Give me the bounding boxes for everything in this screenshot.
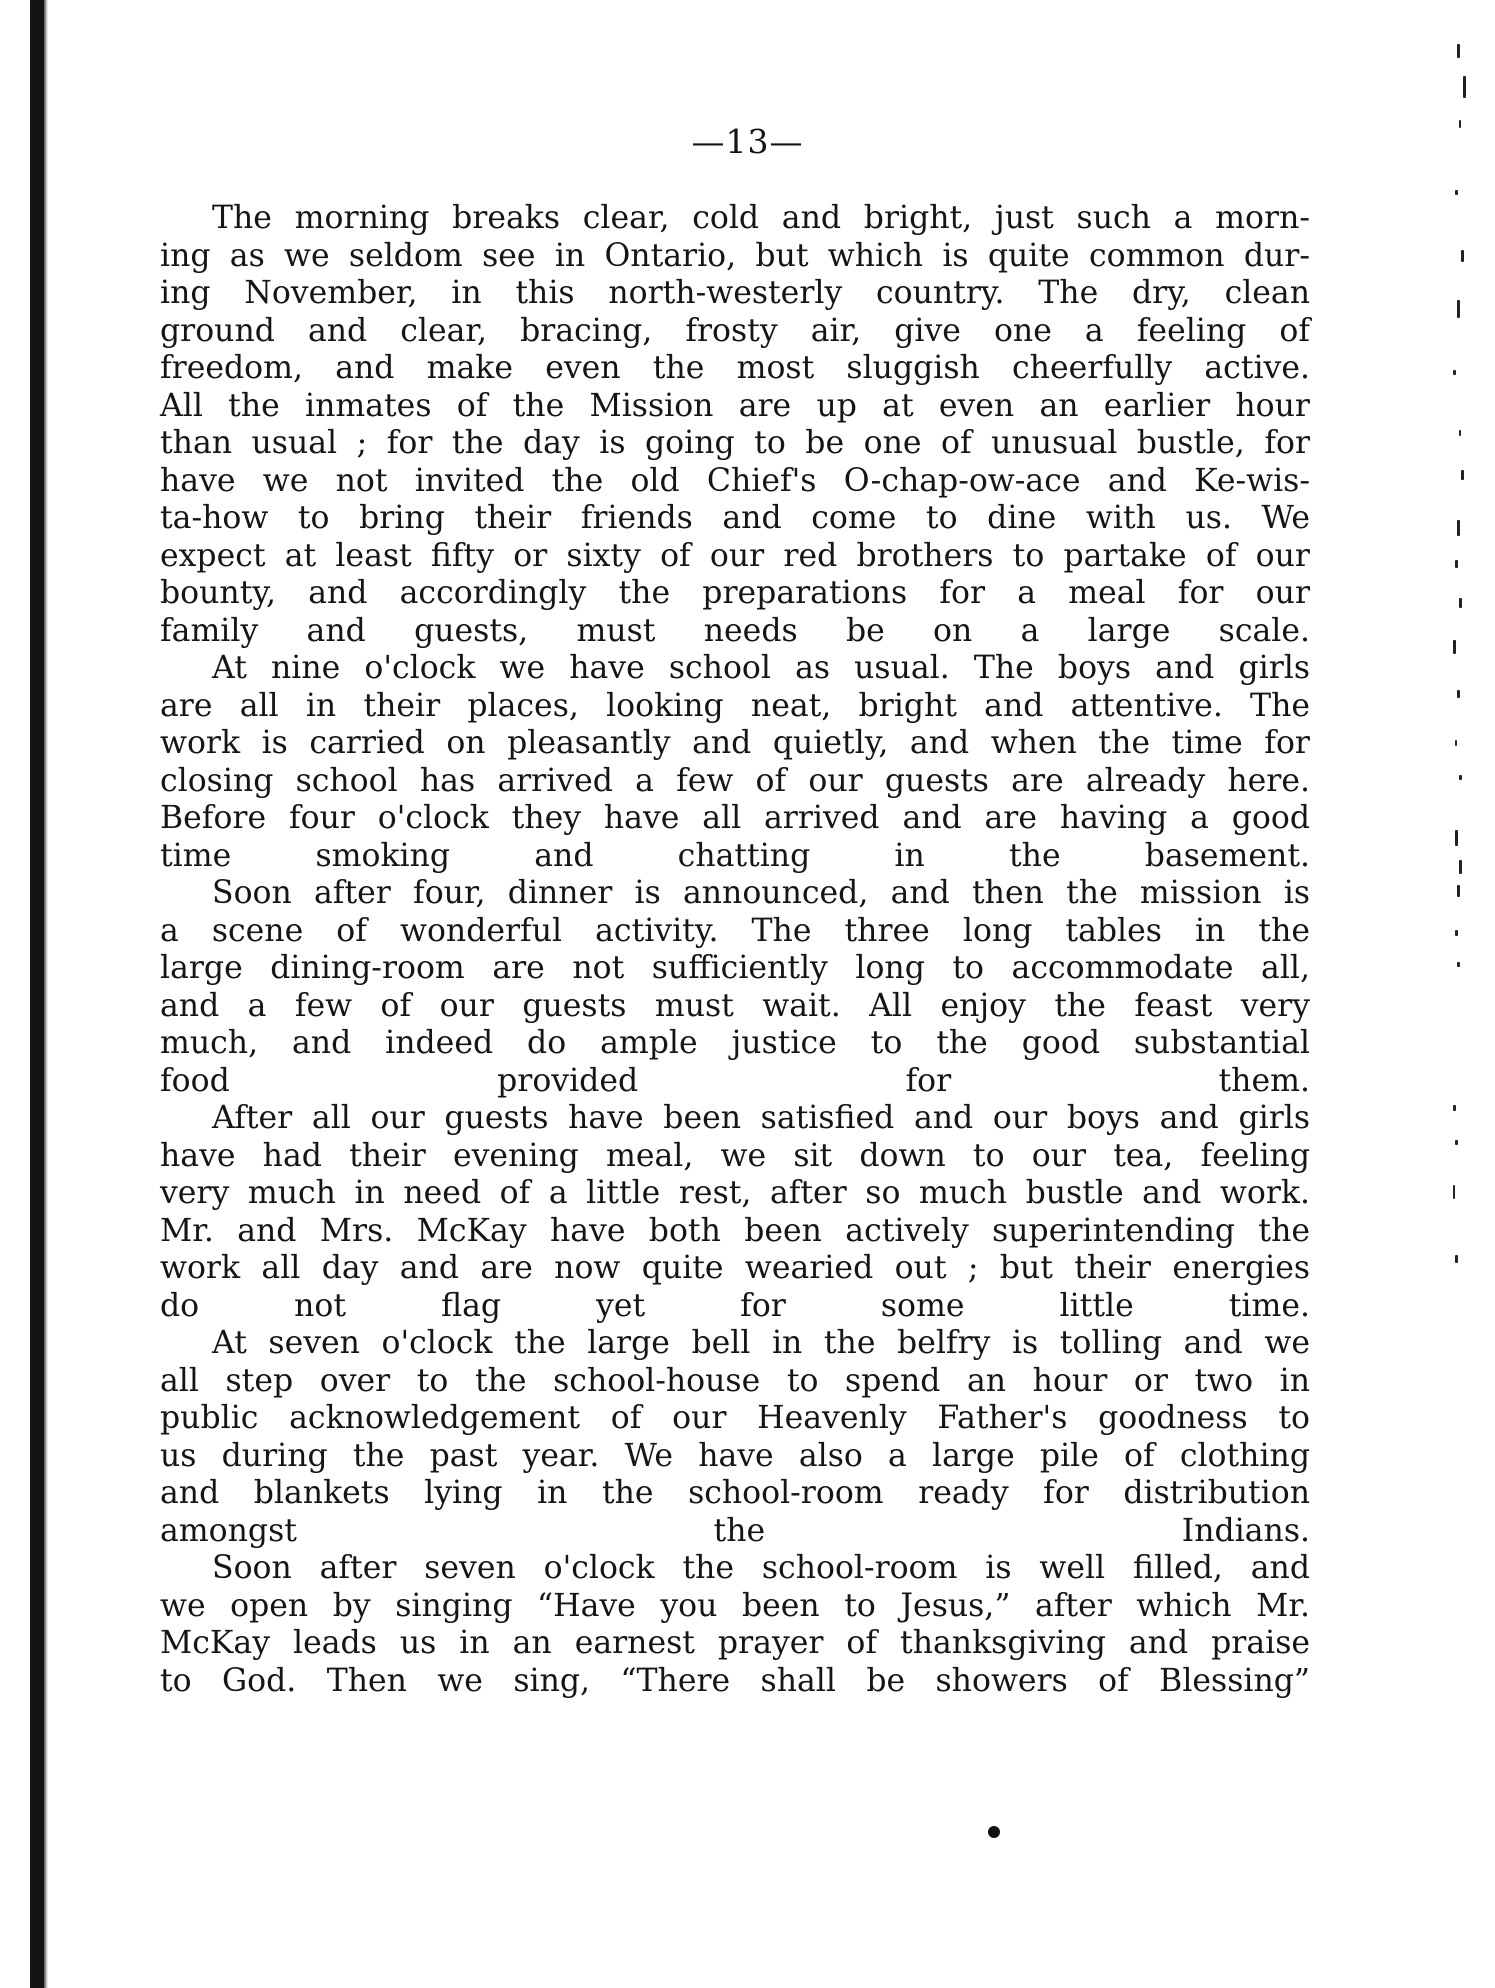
- text-line: ground and clear, bracing, frosty air, give one a feeling of: [160, 312, 1310, 349]
- scan-speck: [1463, 76, 1466, 98]
- text-line: do not flag yet for some little time.: [160, 1287, 1310, 1324]
- text-line: Before four o'clock they have all arrived and are having a good: [160, 800, 1310, 836]
- text-line: amongst the Indians.: [160, 1512, 1310, 1549]
- scan-speck: [1461, 250, 1464, 262]
- text-line: At seven o'clock the large bell in the belfry is tolling and we: [212, 1325, 1310, 1361]
- text-line: public acknowledgement of our Heavenly Father's goodness to: [160, 1400, 1310, 1436]
- text-line: Soon after four, dinner is announced, and then the mission is: [212, 875, 1310, 911]
- text-line: us during the past year. We have also a large pile of clothing: [160, 1437, 1310, 1474]
- scan-speck: [1455, 190, 1458, 195]
- text-line: At nine o'clock we have school as usual. The boys and girls: [212, 650, 1310, 686]
- text-line: ing November, in this north-westerly country. The dry, clean: [160, 275, 1310, 311]
- scan-speck: [1453, 1105, 1456, 1111]
- text-line: and blankets lying in the school-room ready for distribution: [160, 1475, 1310, 1511]
- scan-speck: [1455, 1140, 1458, 1145]
- body-text: [160, 200, 1310, 1700]
- scan-speck: [1459, 598, 1462, 608]
- text-line: are all in their places, looking neat, bright and attentive. The: [160, 687, 1310, 724]
- text-line: we open by singing “Have you been to Jesus,” after which Mr.: [160, 1587, 1310, 1624]
- page-number: —13—: [691, 122, 804, 161]
- paragraph-3: [160, 875, 1310, 1100]
- scan-speck: [1453, 370, 1456, 375]
- paragraph-5: [160, 1325, 1310, 1550]
- scan-speck: [1455, 560, 1458, 568]
- text-line: After all our guests have been satisfied and our boys and girls: [212, 1100, 1310, 1136]
- scan-speck: [1457, 300, 1460, 318]
- text-line: Mr. and Mrs. McKay have both been actively superintending the: [160, 1212, 1310, 1249]
- scan-speck: [1455, 740, 1457, 746]
- scan-speck: [1455, 830, 1458, 846]
- text-line: have we not invited the old Chief's O-chap-ow-ace and Ke-wis-: [160, 462, 1310, 499]
- text-line: closing school has arrived a few of our guests are already here.: [160, 762, 1310, 799]
- text-line: freedom, and make even the most sluggish cheerfully active.: [160, 350, 1310, 386]
- scan-speck: [1455, 930, 1458, 936]
- text-line: very much in need of a little rest, after so much bustle and work.: [160, 1175, 1310, 1211]
- text-line: and a few of our guests must wait. All enjoy the feast very: [160, 987, 1310, 1024]
- text-line: a scene of wonderful activity. The three long tables in the: [160, 912, 1310, 949]
- text-line: have had their evening meal, we sit down to our tea, feeling: [160, 1137, 1310, 1174]
- text-line: The morning breaks clear, cold and bright, just such a morn-: [212, 200, 1310, 236]
- text-line: work all day and are now quite wearied out ; but their energies: [160, 1250, 1310, 1286]
- text-line: All the inmates of the Mission are up at even an earlier hour: [160, 387, 1310, 424]
- scan-speck: [1455, 1255, 1458, 1263]
- scan-speck: [1457, 962, 1460, 967]
- scan-speck: [1459, 860, 1462, 874]
- margin-specks: [1435, 0, 1495, 1988]
- binding-shadow: [44, 0, 48, 1988]
- text-line: expect at least fifty or sixty of our red brothers to partake of our: [160, 537, 1310, 574]
- scan-speck: [1457, 885, 1460, 897]
- scan-speck: [1461, 470, 1464, 480]
- text-line: ing as we seldom see in Ontario, but which is quite common dur-: [160, 237, 1310, 274]
- text-line: Soon after seven o'clock the school-room is well filled, and: [212, 1550, 1310, 1586]
- scan-speck: [1459, 120, 1461, 128]
- text-line: all step over to the school-house to spend an hour or two in: [160, 1362, 1310, 1399]
- text-line: time smoking and chatting in the basement.: [160, 837, 1310, 874]
- scan-speck: [1457, 520, 1460, 536]
- text-line: bounty, and accordingly the preparations for a meal for our: [160, 575, 1310, 611]
- paragraph-4: [160, 1100, 1310, 1325]
- text-line: large dining-room are not sufficiently long to accommodate all,: [160, 950, 1310, 986]
- text-line: McKay leads us in an earnest prayer of thanksgiving and praise: [160, 1625, 1310, 1661]
- binding-edge: [30, 0, 44, 1988]
- scan-speck: [1457, 44, 1460, 58]
- scan-speck: [1457, 690, 1460, 698]
- text-line: much, and indeed do ample justice to the good substantial: [160, 1025, 1310, 1061]
- scan-speck: [1459, 430, 1461, 436]
- text-line: family and guests, must needs be on a large scale.: [160, 612, 1310, 649]
- text-line: ta-how to bring their friends and come to dine with us. We: [160, 500, 1310, 536]
- scan-speck: [1453, 640, 1456, 654]
- ink-dot: [988, 1826, 1000, 1838]
- text-line: food provided for them.: [160, 1062, 1310, 1099]
- paragraph-1: [160, 200, 1310, 650]
- text-line: to God. Then we sing, “There shall be showers of Blessing”: [160, 1662, 1310, 1699]
- text-line: work is carried on pleasantly and quietly, and when the time for: [160, 725, 1310, 761]
- paragraph-6: [160, 1550, 1310, 1700]
- paragraph-2: [160, 650, 1310, 875]
- text-line: than usual ; for the day is going to be one of unusual bustle, for: [160, 425, 1310, 461]
- scan-speck: [1453, 1185, 1455, 1199]
- scan-speck: [1459, 775, 1462, 780]
